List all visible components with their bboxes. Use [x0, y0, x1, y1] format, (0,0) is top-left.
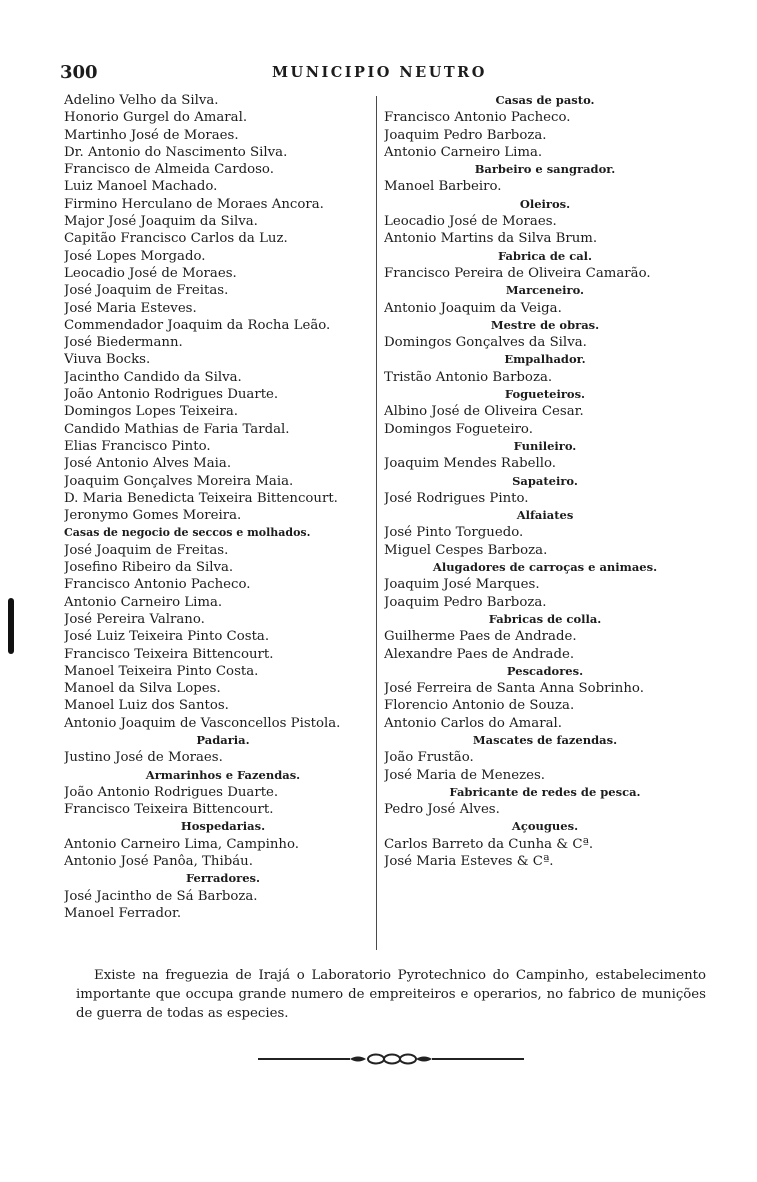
section-heading: Oleiros.	[519, 196, 571, 211]
section-heading: Casas de pasto.	[495, 93, 595, 107]
list-item: Antonio Carlos do Amaral.	[384, 715, 562, 731]
list-item: Alexandre Paes de Andrade.	[384, 646, 575, 662]
section-heading: Casas de negocio de seccos e molhados.	[64, 526, 311, 540]
list-item: José Biedermann.	[64, 335, 183, 351]
list-item: Candido Mathias de Faria Tardal.	[64, 421, 290, 437]
section-heading: Funileiro.	[513, 438, 577, 453]
list-item: Miguel Cespes Barboza.	[384, 542, 548, 558]
list-item: Francisco de Almeida Cardoso.	[64, 162, 274, 178]
list-item: Florencio Antonio de Souza.	[384, 698, 575, 714]
list-item: Joaquim Pedro Barboza.	[384, 127, 547, 143]
list-item: Manoel Ferrador.	[64, 905, 182, 921]
list-item: Commendador Joaquim da Rocha Leão.	[64, 317, 331, 333]
list-item: José Lopes Morgado.	[64, 248, 206, 264]
page-header	[60, 62, 500, 84]
list-item: Martinho José de Moraes.	[64, 127, 239, 143]
list-item: Antonio Carneiro Lima.	[384, 144, 543, 160]
section-heading: Marceneiro.	[505, 283, 585, 298]
section-heading: Ferradores.	[186, 871, 260, 886]
section-heading: Hospedarias.	[180, 819, 266, 834]
footnote-text: Existe na freguezia de Irajá o Laboratorio Pyrotechnico do Campinho, estabelecimento importante que occupa grande numero de empreiteiros e operarios, no fabrico de munições de guerra de todas as especies.	[76, 968, 706, 1021]
section-heading: Armarinhos e Fazendas.	[145, 767, 301, 782]
list-item: Honorio Gurgel do Amaral.	[64, 110, 248, 126]
list-item: Domingos Lopes Teixeira.	[64, 404, 239, 420]
list-item: Manoel Barbeiro.	[384, 179, 502, 195]
list-item: Josefino Ribeiro da Silva.	[64, 560, 234, 576]
section-heading: Barbeiro e sangrador.	[474, 162, 616, 177]
list-item: Antonio Carneiro Lima.	[64, 594, 223, 610]
list-item: Major José Joaquim da Silva.	[64, 214, 258, 230]
list-item: Leocadio José de Moraes.	[64, 265, 237, 281]
list-item: José Maria de Menezes.	[384, 767, 546, 783]
list-item: Francisco Teixeira Bittencourt.	[64, 646, 274, 662]
list-item: Jacintho Candido da Silva.	[64, 369, 242, 385]
list-item: Antonio Martins da Silva Brum.	[384, 231, 598, 247]
section-heading: Pescadores.	[506, 663, 584, 678]
list-item: José Joaquim de Freitas.	[64, 283, 229, 299]
list-item: João Antonio Rodrigues Duarte.	[64, 387, 279, 403]
list-item: Joaquim Pedro Barboza.	[384, 594, 547, 610]
section-heading: Empalhador.	[504, 352, 586, 367]
section-heading: Mestre de obras.	[490, 317, 600, 332]
list-item: Jeronymo Gomes Moreira.	[64, 508, 242, 524]
section-heading: Açougues.	[511, 819, 579, 834]
list-item: Guilherme Paes de Andrade.	[384, 629, 577, 645]
list-item: Leocadio José de Moraes.	[384, 214, 557, 230]
list-item: João Antonio Rodrigues Duarte.	[64, 784, 279, 800]
list-item: João Frustão.	[384, 750, 474, 766]
section-heading: Alfaiates	[516, 508, 574, 523]
list-item: Francisco Antonio Pacheco.	[384, 110, 571, 126]
list-item: Luiz Manoel Machado.	[64, 179, 218, 195]
list-item: Firmino Herculano de Moraes Ancora.	[64, 196, 324, 212]
list-item: Manoel da Silva Lopes.	[64, 681, 221, 697]
list-item: Capitão Francisco Carlos da Luz.	[64, 231, 288, 247]
list-item: Antonio José Panôa, Thibáu.	[64, 854, 253, 870]
list-item: Albino José de Oliveira Cesar.	[384, 404, 584, 420]
list-item: Tristão Antonio Barboza.	[384, 369, 553, 385]
section-heading: Sapateiro.	[512, 473, 578, 488]
section-heading: Fabricante de redes de pesca.	[449, 784, 641, 799]
section-heading: Fabrica de cal.	[497, 248, 593, 263]
list-item: José Ferreira de Santa Anna Sobrinho.	[384, 681, 644, 697]
section-heading: Fabricas de colla.	[488, 611, 602, 626]
list-item: Manoel Teixeira Pinto Costa.	[64, 663, 259, 679]
list-item: Joaquim Gonçalves Moreira Maia.	[64, 473, 294, 489]
list-item: Joaquim José Marques.	[384, 577, 540, 593]
page-number: 300	[60, 62, 98, 83]
list-item: José Luiz Teixeira Pinto Costa.	[64, 629, 270, 645]
list-item: Francisco Pereira de Oliveira Camarão.	[384, 265, 651, 281]
list-item: Antonio Joaquim de Vasconcellos Pistola.	[64, 715, 341, 731]
running-title: MUNICIPIO NEUTRO	[272, 64, 487, 81]
section-heading: Alugadores de carroças e animaes.	[432, 560, 658, 575]
list-item: José Joaquim de Freitas.	[64, 542, 229, 558]
list-item: Manoel Luiz dos Santos.	[64, 698, 229, 714]
list-item: Antonio Carneiro Lima, Campinho.	[64, 836, 299, 852]
right-column	[384, 92, 706, 870]
list-item: Domingos Gonçalves da Silva.	[384, 335, 587, 351]
footnote-paragraph	[76, 966, 706, 1023]
list-item: Domingos Fogueteiro.	[384, 421, 533, 437]
list-item: José Pereira Valrano.	[64, 611, 205, 627]
list-item: José Maria Esteves.	[64, 300, 197, 316]
decorative-rule-ornament	[258, 1052, 526, 1066]
list-item: Elias Francisco Pinto.	[64, 438, 211, 454]
list-item: Antonio Joaquim da Veiga.	[384, 300, 562, 316]
list-item: José Antonio Alves Maia.	[64, 456, 232, 472]
list-item: Joaquim Mendes Rabello.	[384, 456, 557, 472]
left-column	[64, 92, 382, 922]
list-item: José Pinto Torguedo.	[384, 525, 524, 541]
section-heading: Fogueteiros.	[504, 387, 586, 402]
margin-ink-mark	[8, 598, 14, 654]
list-item: Justino José de Moraes.	[64, 750, 223, 766]
column-divider	[376, 96, 377, 950]
section-heading: Mascates de fazendas.	[472, 732, 618, 747]
list-item: José Jacintho de Sá Barboza.	[64, 888, 258, 904]
section-heading: Padaria.	[196, 732, 250, 747]
list-item: Dr. Antonio do Nascimento Silva.	[64, 144, 288, 160]
list-item: Carlos Barreto da Cunha & Cª.	[384, 836, 594, 852]
list-item: Francisco Antonio Pacheco.	[64, 577, 251, 593]
list-item: Pedro José Alves.	[384, 802, 500, 818]
list-item: Viuva Bocks.	[64, 352, 151, 368]
list-item: Francisco Teixeira Bittencourt.	[64, 802, 274, 818]
list-item: D. Maria Benedicta Teixeira Bittencourt.	[64, 490, 338, 506]
list-item: José Rodrigues Pinto.	[384, 490, 529, 506]
list-item: Adelino Velho da Silva.	[64, 93, 219, 108]
list-item: José Maria Esteves & Cª.	[384, 854, 554, 870]
